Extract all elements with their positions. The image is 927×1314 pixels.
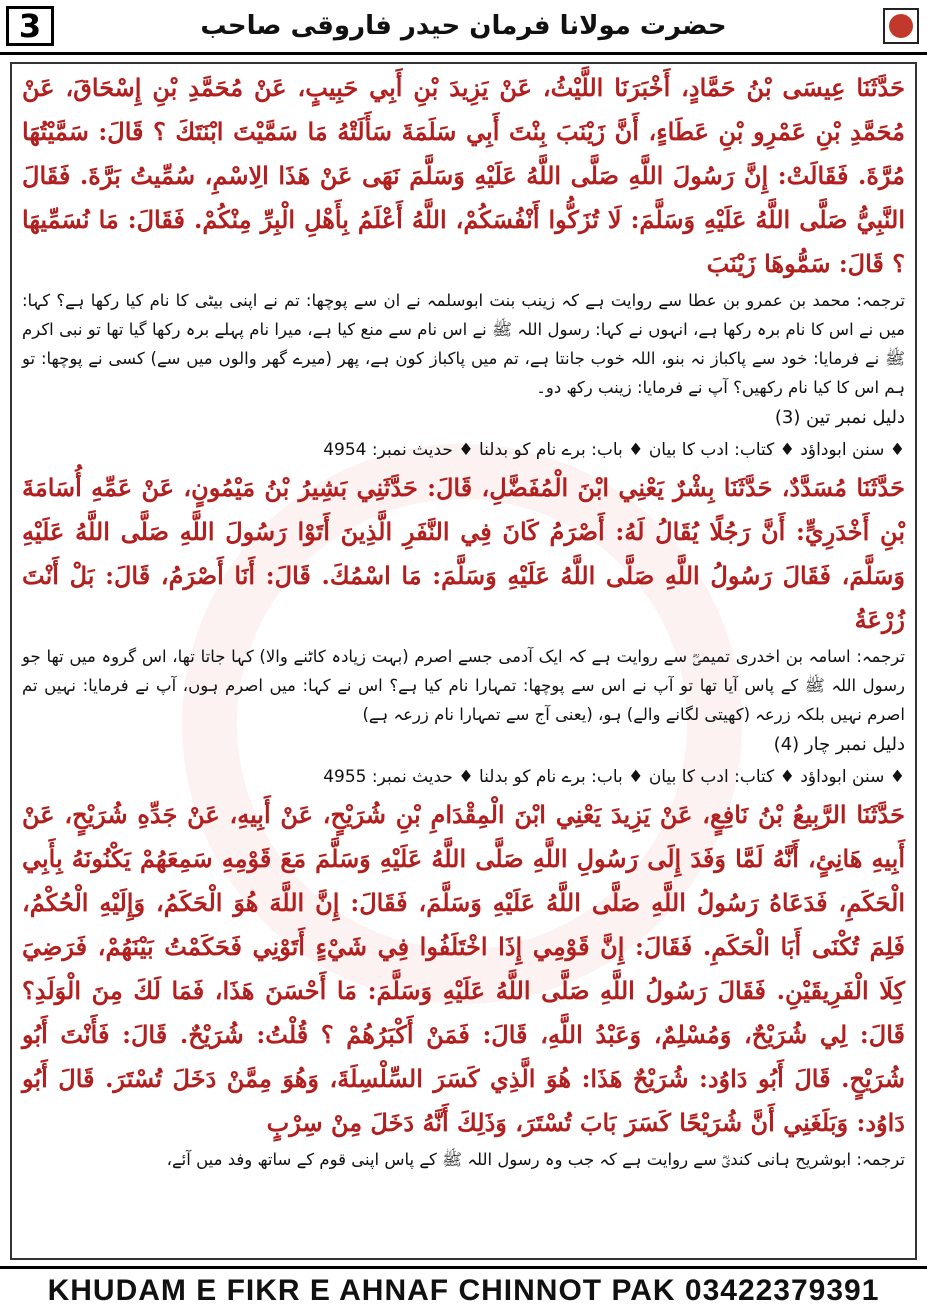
red-seal-logo-icon	[883, 8, 919, 44]
section-heading-3: دلیل نمبر تین (3)	[774, 407, 905, 428]
hadith-reference-4955: ♦ سنن ابوداؤد ♦ کتاب: ادب کا بیان ♦ باب: برے نام کو بدلنا ♦ حدیث نمبر: 4955	[323, 767, 905, 787]
translation-2: ترجمہ: اسامہ بن اخدری تمیمیؓ سے روایت ہے کہ ایک آدمی جسے اصرم (بہت زیادہ کاٹنے والا) کہا جاتا تھا، اس گروہ میں تھا جو رسول اللہ ﷺ کے پاس آیا تھا تو آپ نے اس سے پوچھا: تمہارا نام کیا ہے؟ اس نے کہا: میں اصرم ہوں، آپ نے فرمایا: نہیں تم اصرم نہیں بلکہ زرعہ (کھیتی لگانے والے) ہو، (یعنی آج سے تمہارا نام زرعہ ہے)	[22, 647, 905, 724]
translation-3: ترجمہ: ابوشریح ہانی کندیؓ سے روایت ہے کہ جب وہ رسول اللہ ﷺ کے پاس اپنی قوم کے ساتھ وفد میں آئے،	[166, 1150, 905, 1169]
section-heading-4: دلیل نمبر چار (4)	[773, 734, 905, 755]
page-header	[0, 0, 927, 55]
document-body	[22, 66, 905, 1174]
hadith-arabic-2: حَدَّثَنَا مُسَدَّدٌ، حَدَّثَنَا بِشْرٌ يَعْنِي ابْنَ الْمُفَضَّلِ، قَالَ: حَدَّثَنِي بَشِيرُ بْنُ مَيْمُونٍ، عَنْ عَمِّهِ أُسَامَةَ بْنِ أَخْدَرِيٍّ: أَنَّ رَجُلًا يُقَالُ لَهُ: أَصْرَمُ كَانَ فِي النَّفَرِ الَّذِينَ أَتَوْا رَسُولَ اللَّهِ صَلَّى اللَّهُ عَلَيْهِ وَسَلَّمَ، فَقَالَ رَسُولُ اللَّهِ صَلَّى اللَّهُ عَلَيْهِ وَسَلَّمَ: مَا اسْمُكَ. قَالَ: أَنَا أَصْرَمُ، قَالَ: بَلْ أَنْتَ زُرْعَةُ	[22, 473, 905, 634]
translation-1: ترجمہ: محمد بن عمرو بن عطا سے روایت ہے کہ زینب بنت ابوسلمہ نے ان سے پوچھا: تم نے اپنی بیٹی کا نام کیا رکھا ہے؟ کہا: میں نے اس کا نام برہ رکھا ہے، انہوں نے کہا: رسول اللہ ﷺ نے اس نام سے منع کیا ہے، میرا نام پہلے برہ رکھا گیا تھا تو نبی اکرم ﷺ نے فرمایا: خود سے پاکباز نہ بنو، اللہ خوب جانتا ہے، تم میں پاکباز کون ہے، پھر (میرے گھر والوں میں سے) کسی نے پوچھا: تو ہم اس کا کیا نام رکھیں؟ آپ نے فرمایا: زینب رکھ دو۔	[22, 291, 905, 397]
page-number: 3	[6, 6, 54, 46]
hadith-arabic-3: حَدَّثَنَا الرَّبِيعُ بْنُ نَافِعٍ، عَنْ يَزِيدَ يَعْنِي ابْنَ الْمِقْدَامِ بْنِ شُرَيْحٍ، عَنْ أَبِيهِ، عَنْ جَدِّهِ شُرَيْحٍ، عَنْ أَبِيهِ هَانِئٍ، أَنَّهُ لَمَّا وَفَدَ إِلَى رَسُولِ اللَّهِ صَلَّى اللَّهُ عَلَيْهِ وَسَلَّمَ مَعَ قَوْمِهِ سَمِعَهُمْ يَكْنُونَهُ بِأَبِي الْحَكَمِ، فَدَعَاهُ رَسُولُ اللَّهِ صَلَّى اللَّهُ عَلَيْهِ وَسَلَّمَ، فَقَالَ: إِنَّ اللَّهَ هُوَ الْحَكَمُ، وَإِلَيْهِ الْحُكْمُ، فَلِمَ تُكْنَى أَبَا الْحَكَمِ. فَقَالَ: إِنَّ قَوْمِي إِذَا اخْتَلَفُوا فِي شَيْءٍ أَتَوْنِي فَحَكَمْتُ بَيْنَهُمْ، فَرَضِيَ كِلَا الْفَرِيقَيْنِ. فَقَالَ رَسُولُ اللَّهِ صَلَّى اللَّهُ عَلَيْهِ وَسَلَّمَ: مَا أَحْسَنَ هَذَا، فَمَا لَكَ مِنَ الْوَلَدِ؟ قَالَ: لِي شُرَيْحٌ، وَمُسْلِمٌ، وَعَبْدُ اللَّهِ، قَالَ: فَمَنْ أَكْبَرُهُمْ ؟ قُلْتُ: شُرَيْحٌ. قَالَ: فَأَنْتَ أَبُو شُرَيْحٍ. قَالَ أَبُو دَاوُد: شُرَيْحٌ هَذَا: هُوَ الَّذِي كَسَرَ السِّلْسِلَةَ، وَهُوَ مِمَّنْ دَخَلَ تُسْتَرَ. قَالَ أَبُو دَاوُد: وَبَلَغَنِي أَنَّ شُرَيْحًا كَسَرَ بَابَ تُسْتَرَ، وَذَلِكَ أَنَّهُ دَخَلَ مِنْ سِرْبٍ	[22, 800, 905, 1137]
footer-contact-text: KHUDAM E FIKR E AHNAF CHINNOT PAK 03422379391	[47, 1274, 880, 1307]
hadith-reference-4954: ♦ سنن ابوداؤد ♦ کتاب: ادب کا بیان ♦ باب: برے نام کو بدلنا ♦ حدیث نمبر: 4954	[323, 440, 905, 460]
hadith-arabic-1: حَدَّثَنَا عِيسَى بْنُ حَمَّادٍ، أَخْبَرَنَا اللَّيْثُ، عَنْ يَزِيدَ بْنِ أَبِي حَبِيبٍ، عَنْ مُحَمَّدِ بْنِ إِسْحَاقَ، عَنْ مُحَمَّدِ بْنِ عَمْرِو بْنِ عَطَاءٍ، أَنَّ زَيْنَبَ بِنْتَ أَبِي سَلَمَةَ سَأَلَتْهُ مَا سَمَّيْتَ ابْنَتَكَ ؟ قَالَ: سَمَّيْتُهَا مُرَّةَ. فَقَالَتْ: إِنَّ رَسُولَ اللَّهِ صَلَّى اللَّهُ عَلَيْهِ وَسَلَّمَ نَهَى عَنْ هَذَا الِاسْمِ، سُمِّيتُ بَرَّةَ. فَقَالَ النَّبِيُّ صَلَّى اللَّهُ عَلَيْهِ وَسَلَّمَ: لَا تُزَكُّوا أَنْفُسَكُمْ، اللَّهُ أَعْلَمُ بِأَهْلِ الْبِرِّ مِنْكُمْ. فَقَالَ: مَا نُسَمِّيهَا ؟ قَالَ: سَمُّوهَا زَيْنَبَ	[22, 73, 905, 278]
page-footer	[0, 1266, 927, 1314]
page-title: حضرت مولانا فرمان حیدر فاروقی صاحب	[200, 11, 727, 41]
